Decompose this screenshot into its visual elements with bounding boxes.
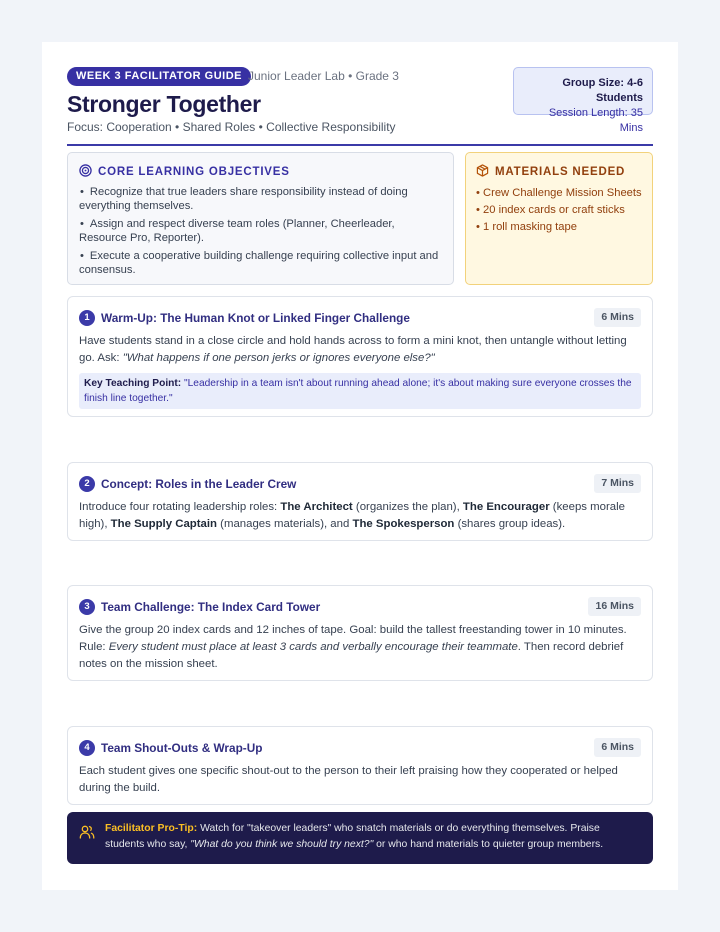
- activity-card-4: [67, 726, 653, 805]
- objective-item: • Recognize that true leaders share responsibility instead of doing everything themselves.: [79, 186, 408, 212]
- duration-badge: 6 Mins: [594, 738, 641, 757]
- activity-card-2: [67, 462, 653, 541]
- package-icon: [476, 164, 489, 180]
- activity-body: Each student gives one specific shout-out to the person to their left praising how they cooperated or helped during the build.: [79, 765, 618, 794]
- activity-body: Introduce four rotating leadership roles: The Architect (organizes the plan), The Encourager (keeps morale high), The Supply Captain (manages materials), and The Spokesperson (shares group ideas).: [79, 501, 625, 530]
- activity-title: Team Challenge: The Index Card Tower: [101, 600, 321, 614]
- session-length: Session Length: 35 Mins: [548, 107, 643, 134]
- activity-title: Team Shout-Outs & Wrap-Up: [101, 741, 263, 755]
- page-title: Stronger Together: [67, 91, 261, 117]
- objective-item: • Execute a cooperative building challenge requiring collective input and consensus.: [79, 250, 439, 276]
- duration-badge: 16 Mins: [588, 597, 641, 616]
- session-meta-box: [513, 67, 653, 134]
- duration-badge: 7 Mins: [594, 474, 641, 493]
- activity-body: Give the group 20 index cards and 12 inches of tape. Goal: build the tallest freestanding tower in 10 minutes. Rule: Every student must place at least 3 cards and verbally encourage their teammate. Then record debrief notes on the mission sheet.: [79, 624, 627, 670]
- activity-card-1: [67, 296, 653, 417]
- week-badge: WEEK 3 FACILITATOR GUIDE: [67, 67, 251, 86]
- group-size: Group Size: 4-6 Students: [562, 77, 643, 104]
- materials-heading: MATERIALS NEEDED: [495, 166, 626, 178]
- tip-text: Facilitator Pro-Tip: Watch for "takeover leaders" who snatch materials or do everything themselves. Praise students who say, "What do you think we should try next?" or who hand materials to quieter group members.: [105, 823, 604, 850]
- program-subtitle: Junior Leader Lab • Grade 3: [248, 69, 399, 83]
- step-number: 2: [79, 476, 95, 492]
- step-number: 1: [79, 310, 95, 326]
- activity-body: Have students stand in a close circle and hold hands across to form a mini knot, then untangle without letting go. Ask: "What happens if one person jerks or ignores everyone else?": [79, 335, 627, 364]
- users-icon: [79, 824, 95, 845]
- activity-card-3: [67, 585, 653, 681]
- facilitator-tip: [67, 812, 653, 864]
- key-teaching-point: Key Teaching Point: "Leadership in a team isn't about running ahead alone; it's about making sure everyone crosses the finish line together.": [79, 373, 641, 409]
- material-item: • 20 index cards or craft sticks: [476, 204, 625, 216]
- target-icon: [79, 164, 92, 180]
- objectives-heading: CORE LEARNING OBJECTIVES: [98, 166, 290, 178]
- activity-title: Concept: Roles in the Leader Crew: [101, 477, 297, 491]
- step-number: 3: [79, 599, 95, 615]
- activity-title: Warm-Up: The Human Knot or Linked Finger Challenge: [101, 311, 410, 325]
- materials-box: [465, 152, 653, 285]
- lesson-page: [42, 42, 678, 890]
- duration-badge: 6 Mins: [594, 308, 641, 327]
- objective-item: • Assign and respect diverse team roles (Planner, Cheerleader, Resource Pro, Reporter).: [79, 218, 395, 244]
- material-item: • Crew Challenge Mission Sheets: [476, 187, 642, 199]
- focus-line: Focus: Cooperation • Shared Roles • Collective Responsibility: [67, 120, 396, 134]
- material-item: • 1 roll masking tape: [476, 221, 577, 233]
- page-header: [67, 66, 653, 146]
- objectives-box: [67, 152, 454, 285]
- step-number: 4: [79, 740, 95, 756]
